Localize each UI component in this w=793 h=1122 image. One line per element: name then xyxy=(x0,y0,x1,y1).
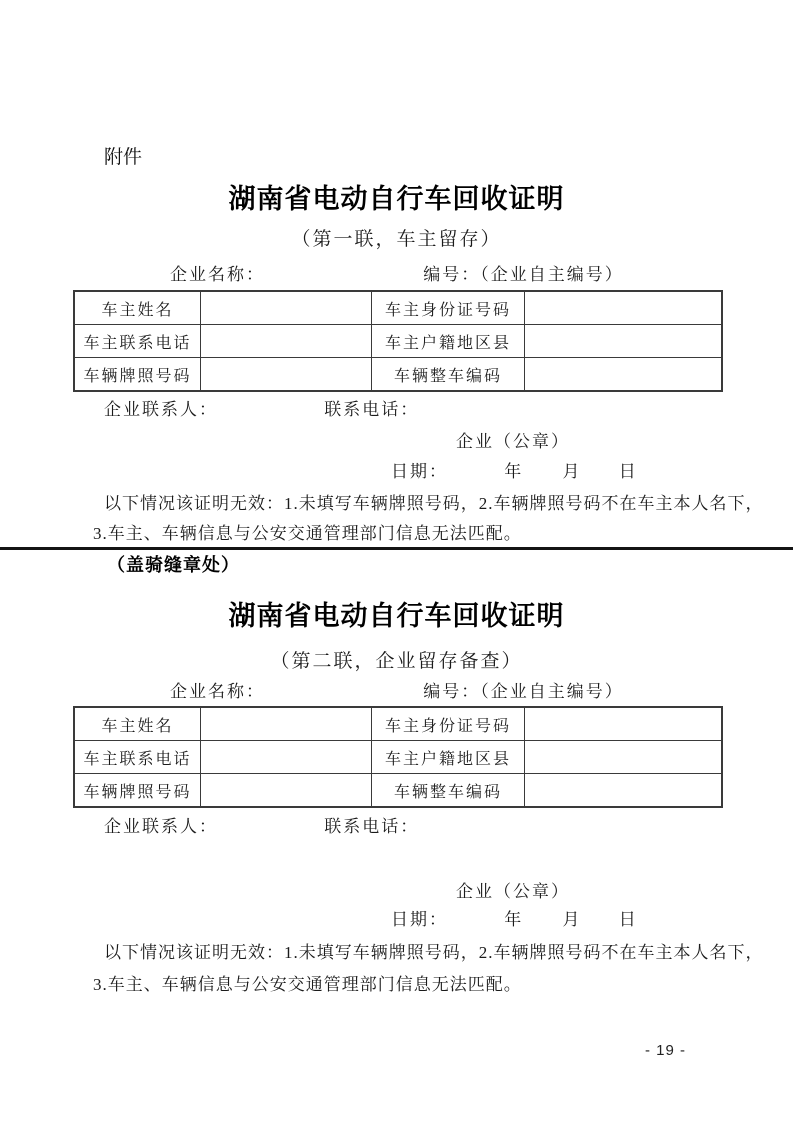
form-subtitle: （第一联，车主留存） xyxy=(291,229,502,250)
company-seal-label: 企业（公章） xyxy=(456,882,570,901)
table-cell-label: 车主联系电话 xyxy=(74,741,201,774)
table-cell-label: 车辆牌照号码 xyxy=(74,358,201,392)
page-number: - 19 - xyxy=(645,1042,687,1059)
attachment-label: 附件 xyxy=(104,147,143,168)
owner-info-table xyxy=(73,706,723,808)
table-cell-value xyxy=(201,741,372,774)
table-cell-value xyxy=(201,358,372,392)
company-serial-line xyxy=(73,263,720,287)
contact-phone-label: 联系电话： xyxy=(324,817,420,836)
invalid-note-line1: 以下情况该证明无效：1.未填写车辆牌照号码，2.车辆牌照号码不在车主本人名下， xyxy=(104,943,764,962)
date-line xyxy=(73,461,720,483)
table-cell-value xyxy=(201,707,372,741)
company-seal-label: 企业（公章） xyxy=(456,432,570,451)
invalid-note-line2: 3.车主、车辆信息与公安交通管理部门信息无法匹配。 xyxy=(93,524,522,543)
perforation-seal-divider xyxy=(0,547,793,550)
form-copy-1 xyxy=(73,181,764,545)
table-cell-value xyxy=(525,741,723,774)
table-cell-value xyxy=(525,707,723,741)
contact-line xyxy=(73,399,720,421)
form-title: 湖南省电动自行车回收证明 xyxy=(228,184,565,214)
company-name-label: 企业名称： xyxy=(170,265,265,284)
contact-phone-label: 联系电话： xyxy=(324,400,420,419)
table-cell-label: 车主身份证号码 xyxy=(372,707,525,741)
table-row xyxy=(74,774,722,808)
table-row xyxy=(74,707,722,741)
table-row xyxy=(74,741,722,774)
table-row xyxy=(74,358,722,392)
date-day-label: 日 xyxy=(618,462,638,481)
date-year-label: 年 xyxy=(504,462,524,481)
table-cell-label: 车辆牌照号码 xyxy=(74,774,201,808)
seal-line-note: （盖骑缝章处） xyxy=(107,555,240,575)
date-line xyxy=(73,909,720,931)
table-cell-value xyxy=(525,358,723,392)
table-cell-value xyxy=(525,774,723,808)
table-cell-label: 车辆整车编码 xyxy=(372,358,525,392)
date-label: 日期： xyxy=(391,462,448,481)
table-row xyxy=(74,291,722,325)
form-subtitle: （第二联，企业留存备查） xyxy=(270,651,523,672)
form-copy-2 xyxy=(73,598,764,996)
table-cell-label: 车辆整车编码 xyxy=(372,774,525,808)
company-name-label: 企业名称： xyxy=(170,682,265,701)
contact-person-label: 企业联系人： xyxy=(104,817,218,836)
table-cell-label: 车主联系电话 xyxy=(74,325,201,358)
owner-info-table xyxy=(73,290,723,392)
table-cell-label: 车主户籍地区县 xyxy=(372,741,525,774)
contact-person-label: 企业联系人： xyxy=(104,400,218,419)
table-row xyxy=(74,325,722,358)
table-cell-value xyxy=(201,774,372,808)
date-month-label: 月 xyxy=(562,910,582,929)
company-serial-line xyxy=(73,680,720,704)
form-title: 湖南省电动自行车回收证明 xyxy=(228,601,565,631)
date-year-label: 年 xyxy=(504,910,524,929)
contact-line xyxy=(73,816,720,838)
serial-number-label: 编号：（企业自主编号） xyxy=(423,265,624,284)
date-month-label: 月 xyxy=(562,462,582,481)
invalid-note-line2: 3.车主、车辆信息与公安交通管理部门信息无法匹配。 xyxy=(93,975,522,994)
page-content xyxy=(73,0,764,996)
date-label: 日期： xyxy=(391,910,448,929)
table-cell-label: 车主身份证号码 xyxy=(372,291,525,325)
table-cell-label: 车主姓名 xyxy=(74,707,201,741)
invalid-note-line1: 以下情况该证明无效：1.未填写车辆牌照号码，2.车辆牌照号码不在车主本人名下， xyxy=(104,494,764,513)
date-day-label: 日 xyxy=(618,910,638,929)
table-cell-label: 车主户籍地区县 xyxy=(372,325,525,358)
table-cell-value xyxy=(201,291,372,325)
table-cell-value xyxy=(525,291,723,325)
company-seal-line xyxy=(73,881,720,903)
table-cell-label: 车主姓名 xyxy=(74,291,201,325)
table-cell-value xyxy=(201,325,372,358)
company-seal-line xyxy=(73,431,720,453)
serial-number-label: 编号：（企业自主编号） xyxy=(423,682,624,701)
table-cell-value xyxy=(525,325,723,358)
